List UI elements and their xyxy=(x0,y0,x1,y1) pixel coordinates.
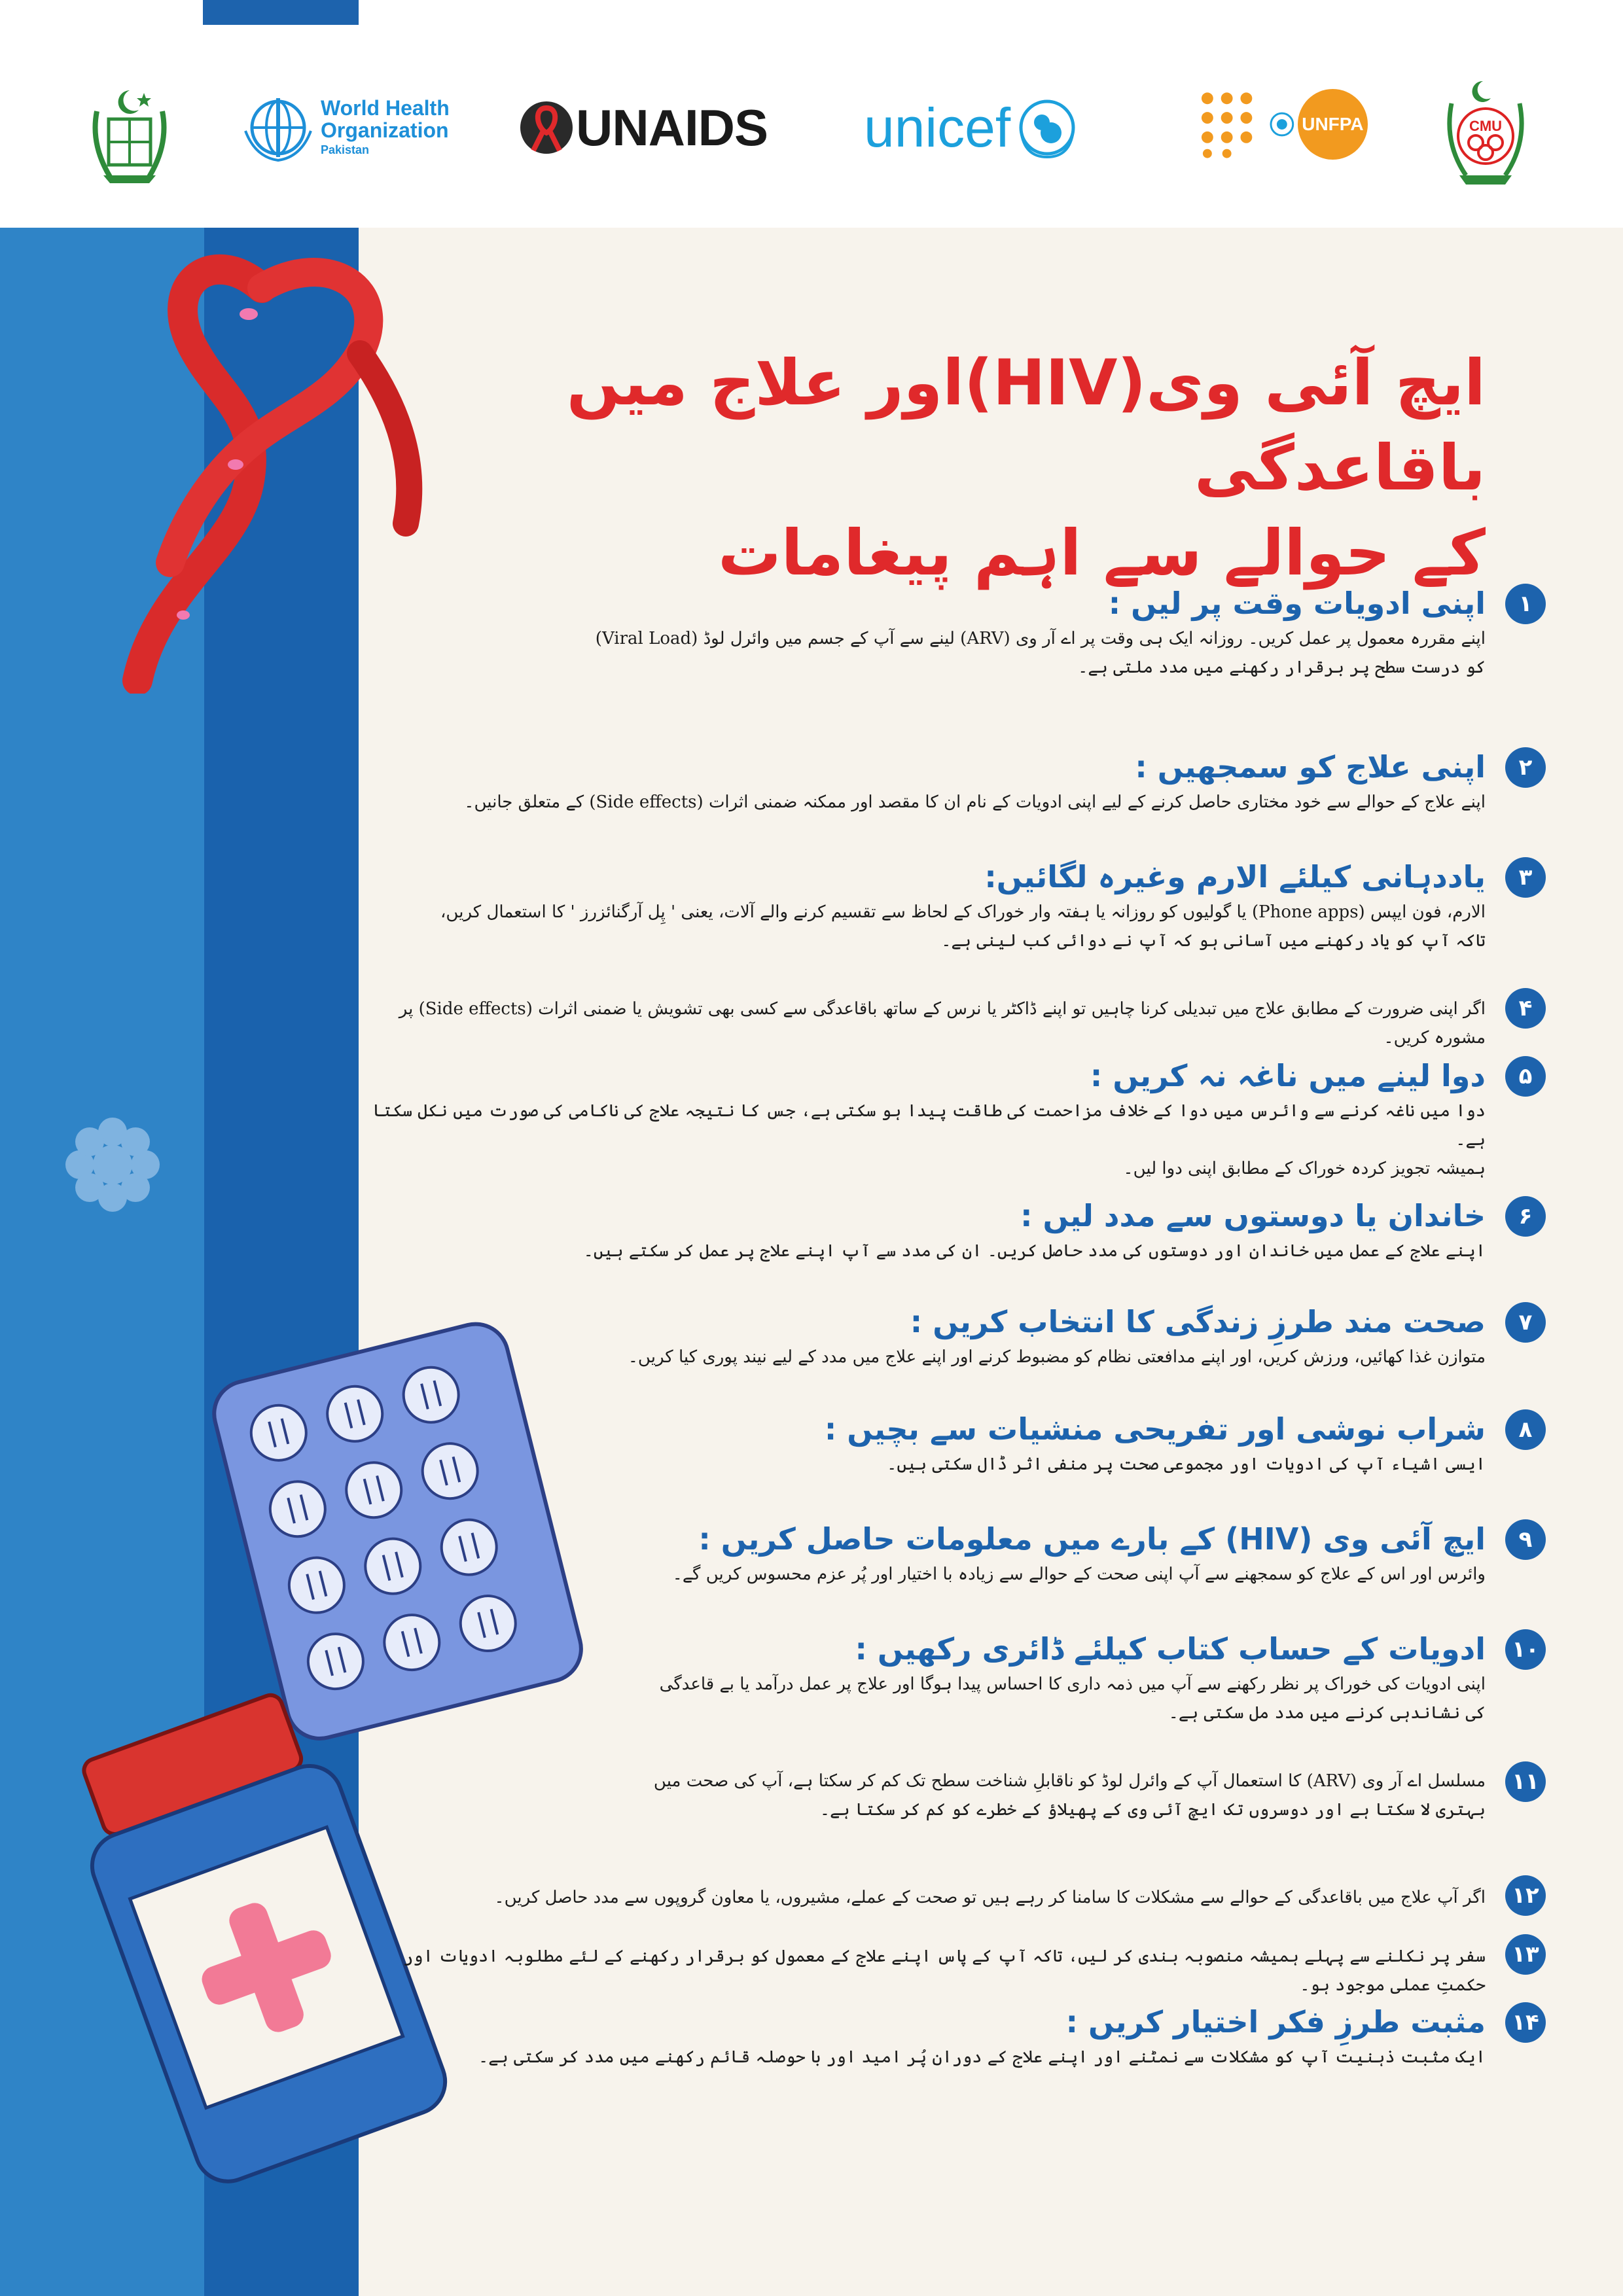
item-heading: ادویات کے حساب کتاب کیلئے ڈائری رکھیں : xyxy=(855,1631,1486,1667)
item-body-line: دوا میں ناغہ کرنے سے وائرس میں دوا کے خلاف مزاحمت کی طاقت پیدا ہو سکتی ہے، جس کا نتیجہ علاج کی ناکامی کی صورت میں نکل سکتا ہے۔ xyxy=(372,1101,1486,1150)
who-logo xyxy=(242,85,452,170)
item-body-line: اگر اپنی ضرورت کے مطابق علاج میں تبدیلی کرنا چاہیں تو اپنے ڈاکٹر یا نرس کے ساتھ باقاعدگی سے کسی بھی تشویش یا ضمنی اثرات (Side effects) پر مشورہ کریں۔ xyxy=(399,999,1486,1048)
item-number-badge: ۱۰ xyxy=(1505,1629,1546,1670)
list-item xyxy=(360,995,1533,1052)
list-item xyxy=(360,1882,1539,1912)
item-body-line: ایسی اشیاء آپ کی ادویات اور مجموعی صحت پر منفی اثر ڈال سکتی ہیں۔ xyxy=(887,1455,1486,1474)
list-item xyxy=(360,1408,1533,1479)
item-number-badge: ۴ xyxy=(1505,988,1546,1029)
who-country: Pakistan xyxy=(321,143,370,156)
item-number-badge: ۱۴ xyxy=(1505,2002,1546,2043)
list-item xyxy=(360,856,1533,955)
item-number-badge: ۵ xyxy=(1505,1056,1546,1097)
un-emblem-icon xyxy=(1269,111,1295,137)
item-heading: صحت مند طرزِ زندگی کا انتخاب کریں : xyxy=(910,1304,1486,1339)
item-heading: مثبت طرزِ فکر اختیار کریں : xyxy=(1065,2004,1486,2040)
item-heading: اپنی ادویات وقت پر لیں : xyxy=(1108,586,1486,621)
item-number-badge: ۱۳ xyxy=(1505,1934,1546,1975)
item-heading: اپنی علاج کو سمجھیں : xyxy=(1135,749,1486,785)
unicef-logo xyxy=(864,92,1126,164)
item-body-line: سفر پر نکلنے سے پہلے ہمیشہ منصوبہ بندی کر لیں، تاکہ آپ کے پاس اپنے علاج کے معمول کو برقرار رکھنے کے لئے مطلوبہ ادویات اور حکمتِ عملی موجود ہو۔ xyxy=(403,1947,1486,1995)
unaids-wordmark xyxy=(576,98,768,158)
cmu-logo xyxy=(1440,77,1531,188)
cmu-letters: CMU xyxy=(1469,118,1503,134)
pakistan-emblem-logo xyxy=(84,85,175,190)
item-number-badge: ۱۲ xyxy=(1505,1875,1546,1916)
unfpa-dots-icon xyxy=(1198,88,1269,160)
unfpa-badge xyxy=(1298,89,1368,160)
unaids-text: UNAIDS xyxy=(576,98,768,156)
list-item xyxy=(360,2001,1539,2072)
page-title xyxy=(373,340,1486,595)
item-body-line: وائرس اور اس کے علاج کو سمجھنے سے آپ اپنی صحت کے حوالے سے زیادہ با اختیار اور پُر عزم محسوس کریں گے۔ xyxy=(672,1564,1486,1584)
list-item xyxy=(360,1301,1533,1371)
unaids-logo xyxy=(517,92,798,164)
who-name-line1: World Health xyxy=(321,96,450,120)
item-heading: شراب نوشی اور تفریحی منشیات سے بچیں : xyxy=(824,1411,1486,1447)
item-heading: دوا لینے میں ناغہ نہ کریں : xyxy=(1090,1058,1486,1093)
item-heading: یاددہانی کیلئے الارم وغیرہ لگائیں: xyxy=(984,859,1486,894)
item-body-line: کی نشاندہی کرنے میں مدد مل سکتی ہے۔ xyxy=(1168,1703,1486,1723)
item-body-line: ایک مثبت ذہنیت آپ کو مشکلات سے نمٹنے اور اپنے علاج کے دوران پُر امید اور با حوصلہ قائم رکھنے میں مدد کر سکتی ہے۔ xyxy=(478,2047,1486,2067)
list-item xyxy=(360,1628,1539,1727)
list-item xyxy=(360,1767,1539,1824)
item-body-line: اپنے علاج کے حوالے سے خود مختاری حاصل کرنے کے لیے اپنی ادویات کے نام ان کا مقصد اور ممکنہ ضمنی اثرات (Side effects) کے متعلق جانیں۔ xyxy=(464,792,1486,812)
title-line-2: کے حوالے سے اہم پیغامات xyxy=(718,516,1486,590)
item-heading: خاندان یا دوستوں سے مدد لیں : xyxy=(1020,1198,1486,1233)
item-number-badge: ۲ xyxy=(1505,747,1546,788)
list-item xyxy=(360,1055,1533,1183)
item-body-line: اپنی ادویات کی خوراک پر نظر رکھنے سے آپ میں ذمہ داری کا احساس پیدا ہوگا اور علاج پر عمل درآمد یا بے قاعدگی xyxy=(659,1674,1486,1694)
who-name-line2: Organization xyxy=(321,118,449,142)
item-number-badge: ۸ xyxy=(1505,1409,1546,1450)
title-line-1: ایچ آئی وی(HIV)اور علاج میں باقاعدگی xyxy=(566,346,1486,504)
item-body-line: اپنے مقررہ معمول پر عمل کریں۔ روزانہ ایک ہی وقت پر اے آر وی (ARV) لینے سے آپ کے جسم میں وائرل لوڈ (Viral Load) xyxy=(595,629,1486,648)
item-body-line: ہمیشہ تجویز کردہ خوراک کے مطابق اپنی دوا لیں۔ xyxy=(1123,1159,1486,1178)
item-number-badge: ۶ xyxy=(1505,1196,1546,1237)
who-globe-icon xyxy=(242,92,314,164)
item-body-line: مسلسل اے آر وی (ARV) کا استعمال آپ کے وائرل لوڈ کو ناقابلِ شناخت سطح تک کم کر سکتا ہے، آپ کی صحت میں xyxy=(653,1771,1486,1791)
top-accent-bar xyxy=(203,0,359,25)
list-item xyxy=(360,582,1533,682)
unicef-wordmark: unicef xyxy=(864,96,1011,158)
unfpa-text: UNFPA xyxy=(1302,114,1364,134)
medicine-bottle-icon xyxy=(52,1688,458,2185)
list-item xyxy=(360,1941,1539,2000)
item-number-badge: ۳ xyxy=(1505,857,1546,898)
item-body-line: بہتری لا سکتا ہے اور دوسروں تک ایچ آئی وی کے پھیلاؤ کے خطرے کو کم کر سکتا ہے۔ xyxy=(819,1800,1486,1820)
item-body-line: الارم، فون ایپس (Phone apps) یا گولیوں کو روزانہ یا ہفتہ وار خوراک کے لحاظ سے تقسیم کرنے والے آلات، یعنی ' پِل آرگنائزرز ' کا استعمال کریں، xyxy=(440,902,1486,922)
item-number-badge: ۱۱ xyxy=(1505,1761,1546,1802)
list-item xyxy=(360,1518,1533,1589)
item-heading: ایچ آئی وی (HIV) کے بارے میں معلومات حاصل کریں : xyxy=(698,1521,1486,1557)
flower-decoration-icon xyxy=(60,1112,165,1217)
item-body-line: کو درست سطح پر برقرار رکھنے میں مدد ملتی ہے۔ xyxy=(1078,658,1486,677)
item-body-line: متوازن غذا کھائیں، ورزش کریں، اور اپنے مدافعتی نظام کو مضبوط کرنے اور اپنے علاج میں مدد کے لیے نیند پوری کیا کریں۔ xyxy=(628,1347,1486,1367)
item-number-badge: ۷ xyxy=(1505,1302,1546,1343)
unicef-globe-icon xyxy=(1014,95,1080,160)
item-number-badge: ۱ xyxy=(1505,584,1546,624)
item-number-badge: ۹ xyxy=(1505,1519,1546,1560)
list-item xyxy=(360,746,1533,817)
list-item xyxy=(360,1195,1533,1265)
item-body-line: تاکہ آپ کو یاد رکھنے میں آسانی ہو کہ آپ نے دوائی کب لینی ہے۔ xyxy=(941,931,1486,951)
red-ribbon-icon xyxy=(517,95,576,160)
unfpa-logo xyxy=(1198,85,1368,164)
item-body-line: اپنے علاج کے عمل میں خاندان اور دوستوں کی مدد حاصل کریں۔ ان کی مدد سے آپ اپنے علاج پر عمل کر سکتے ہیں۔ xyxy=(583,1241,1486,1261)
item-body-line: اگر آپ علاج میں باقاعدگی کے حوالے سے مشکلات کا سامنا کر رہے ہیں تو صحت کے عملے، مشیروں، یا معاون گروپوں سے مدد حاصل کریں۔ xyxy=(494,1888,1486,1907)
